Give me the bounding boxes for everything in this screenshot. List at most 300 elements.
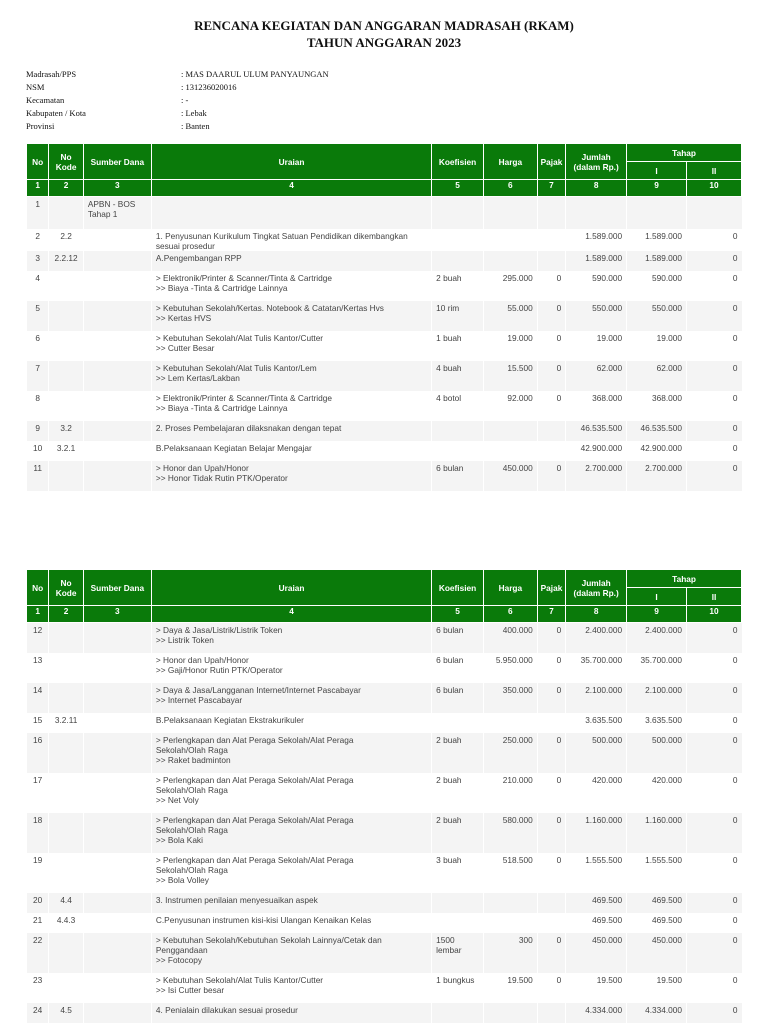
cell-uraian: [151, 197, 431, 229]
cell-harga: 518.500: [483, 853, 537, 893]
cell-no: 20: [27, 893, 49, 913]
cell-no: 4: [27, 271, 49, 301]
col-number: 5: [432, 180, 484, 197]
cell-tahap-2: 0: [687, 361, 742, 391]
cell-harga: 400.000: [483, 623, 537, 653]
cell-pajak: [537, 713, 565, 733]
cell-jumlah: 1.589.000: [566, 229, 627, 251]
col-number: 10: [687, 180, 742, 197]
cell-no: 3: [27, 251, 49, 271]
cell-uraian: A.Pengembangan RPP: [151, 251, 431, 271]
cell-jumlah: 2.400.000: [566, 623, 627, 653]
cell-no: 24: [27, 1003, 49, 1023]
cell-harga: 210.000: [483, 773, 537, 813]
info-label: Provinsi: [26, 121, 55, 131]
cell-sumber: [83, 813, 151, 853]
cell-uraian: > Perlengkapan dan Alat Peraga Sekolah/Alat Peraga Sekolah/Olah Raga >> Bola Volley: [151, 853, 431, 893]
col-header-uraian: Uraian: [151, 144, 431, 180]
cell-sumber: [83, 683, 151, 713]
cell-tahap-1: 1.589.000: [627, 229, 687, 251]
cell-tahap-1: 2.400.000: [627, 623, 687, 653]
info-row: [26, 68, 329, 81]
cell-pajak: 0: [537, 391, 565, 421]
cell-kode: [49, 733, 84, 773]
info-value: : Lebak: [181, 108, 207, 118]
cell-tahap-1: [627, 197, 687, 229]
cell-sumber: [83, 653, 151, 683]
cell-pajak: [537, 441, 565, 461]
cell-sumber: [83, 893, 151, 913]
col-number: 6: [483, 180, 537, 197]
col-number: 6: [483, 606, 537, 623]
cell-sumber: [83, 733, 151, 773]
cell-koefisien: 1500 lembar: [432, 933, 484, 973]
cell-harga: [483, 251, 537, 271]
cell-sumber: [83, 853, 151, 893]
cell-jumlah: 4.334.000: [566, 1003, 627, 1023]
cell-koefisien: 2 buah: [432, 773, 484, 813]
cell-kode: 3.2.11: [49, 713, 84, 733]
cell-kode: [49, 773, 84, 813]
cell-no: 23: [27, 973, 49, 1003]
col-number: 8: [566, 606, 627, 623]
cell-tahap-1: 2.100.000: [627, 683, 687, 713]
cell-uraian: 4. Penialain dilakukan sesuai prosedur: [151, 1003, 431, 1023]
table-row: [27, 441, 742, 461]
cell-tahap-1: 368.000: [627, 391, 687, 421]
col-header-sumber: Sumber Dana: [83, 570, 151, 606]
cell-pajak: [537, 229, 565, 251]
cell-tahap-1: 469.500: [627, 913, 687, 933]
cell-koefisien: [432, 251, 484, 271]
info-value: : Banten: [181, 121, 210, 131]
cell-kode: [49, 301, 84, 331]
info-row: [26, 107, 329, 120]
cell-kode: [49, 933, 84, 973]
col-header-pajak: Pajak: [537, 144, 565, 180]
cell-tahap-1: 1.555.500: [627, 853, 687, 893]
cell-tahap-2: 0: [687, 1003, 742, 1023]
cell-sumber: [83, 301, 151, 331]
cell-no: 12: [27, 623, 49, 653]
table-row: [27, 391, 742, 421]
cell-harga: 55.000: [483, 301, 537, 331]
cell-sumber: [83, 1003, 151, 1023]
cell-sumber: [83, 913, 151, 933]
cell-tahap-2: 0: [687, 301, 742, 331]
cell-harga: 300: [483, 933, 537, 973]
cell-no: 21: [27, 913, 49, 933]
col-number: 9: [627, 606, 687, 623]
cell-uraian: > Elektronik/Printer & Scanner/Tinta & Cartridge >> Biaya -Tinta & Cartridge Lainnya: [151, 271, 431, 301]
cell-tahap-1: 500.000: [627, 733, 687, 773]
col-header-sumber: Sumber Dana: [83, 144, 151, 180]
cell-sumber: [83, 623, 151, 653]
cell-koefisien: [432, 1003, 484, 1023]
cell-pajak: 0: [537, 933, 565, 973]
table-row: [27, 893, 742, 913]
cell-jumlah: 19.500: [566, 973, 627, 1003]
info-label: Kabupaten / Kota: [26, 108, 86, 118]
cell-no: 8: [27, 391, 49, 421]
col-header-tahap-2: II: [687, 588, 742, 606]
col-number: 5: [432, 606, 484, 623]
cell-harga: 350.000: [483, 683, 537, 713]
col-header-harga: Harga: [483, 144, 537, 180]
cell-koefisien: [432, 197, 484, 229]
table-row: [27, 421, 742, 441]
table-row: [27, 461, 742, 491]
cell-tahap-2: 0: [687, 331, 742, 361]
cell-tahap-1: 62.000: [627, 361, 687, 391]
rkam-table-1: [26, 143, 742, 491]
col-number: 1: [27, 606, 49, 623]
cell-harga: 450.000: [483, 461, 537, 491]
cell-tahap-2: 0: [687, 623, 742, 653]
info-label: Kecamatan: [26, 95, 65, 105]
cell-harga: 250.000: [483, 733, 537, 773]
cell-kode: [49, 853, 84, 893]
cell-no: 6: [27, 331, 49, 361]
cell-jumlah: 590.000: [566, 271, 627, 301]
col-header-uraian: Uraian: [151, 570, 431, 606]
cell-koefisien: 4 botol: [432, 391, 484, 421]
rkam-table-2: [26, 569, 742, 1023]
cell-uraian: 3. Instrumen penilaian menyesuaikan aspek: [151, 893, 431, 913]
table-row: [27, 331, 742, 361]
col-number: 9: [627, 180, 687, 197]
cell-uraian: > Kebutuhan Sekolah/Kebutuhan Sekolah Lainnya/Cetak dan Penggandaan >> Fotocopy: [151, 933, 431, 973]
cell-harga: [483, 713, 537, 733]
cell-jumlah: 469.500: [566, 913, 627, 933]
school-info: [26, 68, 329, 133]
cell-jumlah: [566, 197, 627, 229]
info-label: NSM: [26, 82, 45, 92]
col-header-tahap-1: I: [627, 588, 687, 606]
cell-tahap-2: 0: [687, 813, 742, 853]
cell-jumlah: 3.635.500: [566, 713, 627, 733]
cell-uraian: > Perlengkapan dan Alat Peraga Sekolah/Alat Peraga Sekolah/Olah Raga >> Bola Kaki: [151, 813, 431, 853]
cell-harga: [483, 1003, 537, 1023]
cell-koefisien: 6 bulan: [432, 623, 484, 653]
cell-kode: [49, 461, 84, 491]
cell-uraian: > Kebutuhan Sekolah/Kertas. Notebook & Catatan/Kertas Hvs >> Kertas HVS: [151, 301, 431, 331]
cell-harga: 5.950.000: [483, 653, 537, 683]
cell-uraian: > Daya & Jasa/Langganan Internet/Internet Pascabayar >> Internet Pascabayar: [151, 683, 431, 713]
cell-tahap-2: 0: [687, 893, 742, 913]
cell-no: 7: [27, 361, 49, 391]
cell-tahap-2: 0: [687, 713, 742, 733]
cell-no: 17: [27, 773, 49, 813]
cell-pajak: 0: [537, 331, 565, 361]
cell-tahap-2: 0: [687, 441, 742, 461]
cell-kode: [49, 331, 84, 361]
cell-harga: 15.500: [483, 361, 537, 391]
cell-uraian: > Elektronik/Printer & Scanner/Tinta & Cartridge >> Biaya -Tinta & Cartridge Lainnya: [151, 391, 431, 421]
cell-uraian: > Kebutuhan Sekolah/Alat Tulis Kantor/Lem >> Lem Kertas/Lakban: [151, 361, 431, 391]
table-row: [27, 251, 742, 271]
col-header-koefisien: Koefisien: [432, 144, 484, 180]
cell-kode: [49, 813, 84, 853]
cell-kode: [49, 271, 84, 301]
cell-pajak: 0: [537, 361, 565, 391]
cell-no: 2: [27, 229, 49, 251]
cell-koefisien: [432, 893, 484, 913]
cell-pajak: 0: [537, 733, 565, 773]
col-number: 7: [537, 606, 565, 623]
cell-uraian: B.Pelaksanaan Kegiatan Belajar Mengajar: [151, 441, 431, 461]
info-value: : MAS DAARUL ULUM PANYAUNGAN: [181, 69, 329, 79]
cell-tahap-1: 1.589.000: [627, 251, 687, 271]
cell-uraian: > Kebutuhan Sekolah/Alat Tulis Kantor/Cutter >> Cutter Besar: [151, 331, 431, 361]
cell-tahap-2: 0: [687, 733, 742, 773]
cell-sumber: [83, 441, 151, 461]
cell-harga: 19.000: [483, 331, 537, 361]
cell-pajak: 0: [537, 813, 565, 853]
col-number: 1: [27, 180, 49, 197]
cell-tahap-2: 0: [687, 271, 742, 301]
info-value: : -: [181, 95, 189, 105]
cell-pajak: 0: [537, 973, 565, 1003]
cell-koefisien: [432, 441, 484, 461]
cell-kode: [49, 973, 84, 1003]
cell-uraian: 2. Proses Pembelajaran dilaksnakan dengan tepat: [151, 421, 431, 441]
cell-koefisien: 2 buah: [432, 271, 484, 301]
cell-pajak: 0: [537, 853, 565, 893]
cell-uraian: > Honor dan Upah/Honor >> Honor Tidak Rutin PTK/Operator: [151, 461, 431, 491]
cell-tahap-1: 469.500: [627, 893, 687, 913]
cell-uraian: > Honor dan Upah/Honor >> Gaji/Honor Rutin PTK/Operator: [151, 653, 431, 683]
cell-pajak: [537, 197, 565, 229]
cell-tahap-2: 0: [687, 973, 742, 1003]
col-header-tahap-1: I: [627, 162, 687, 180]
cell-pajak: [537, 421, 565, 441]
col-number: 7: [537, 180, 565, 197]
cell-koefisien: [432, 421, 484, 441]
cell-sumber: [83, 773, 151, 813]
cell-tahap-1: 1.160.000: [627, 813, 687, 853]
cell-tahap-2: 0: [687, 653, 742, 683]
cell-koefisien: 6 bulan: [432, 683, 484, 713]
cell-no: 16: [27, 733, 49, 773]
col-number: 4: [151, 180, 431, 197]
cell-jumlah: 420.000: [566, 773, 627, 813]
cell-harga: [483, 913, 537, 933]
cell-jumlah: 62.000: [566, 361, 627, 391]
cell-koefisien: [432, 229, 484, 251]
cell-tahap-2: 0: [687, 853, 742, 893]
cell-pajak: 0: [537, 271, 565, 301]
cell-kode: [49, 683, 84, 713]
cell-koefisien: 2 buah: [432, 813, 484, 853]
cell-kode: 3.2.1: [49, 441, 84, 461]
cell-sumber: [83, 251, 151, 271]
cell-jumlah: 1.160.000: [566, 813, 627, 853]
cell-sumber: [83, 461, 151, 491]
cell-kode: 3.2: [49, 421, 84, 441]
table-row: [27, 197, 742, 229]
cell-kode: 4.4.3: [49, 913, 84, 933]
col-header-jumlah: Jumlah (dalam Rp.): [566, 570, 627, 606]
table-row: [27, 301, 742, 331]
cell-kode: 2.2: [49, 229, 84, 251]
cell-no: 18: [27, 813, 49, 853]
cell-no: 19: [27, 853, 49, 893]
cell-uraian: > Daya & Jasa/Listrik/Listrik Token >> Listrik Token: [151, 623, 431, 653]
cell-koefisien: 1 bungkus: [432, 973, 484, 1003]
cell-tahap-1: 35.700.000: [627, 653, 687, 683]
cell-uraian: B.Pelaksanaan Kegiatan Ekstrakurikuler: [151, 713, 431, 733]
cell-kode: 4.5: [49, 1003, 84, 1023]
table-row: [27, 913, 742, 933]
cell-tahap-1: 46.535.500: [627, 421, 687, 441]
table-row: [27, 1003, 742, 1023]
col-header-jumlah: Jumlah (dalam Rp.): [566, 144, 627, 180]
cell-pajak: 0: [537, 683, 565, 713]
cell-kode: [49, 391, 84, 421]
col-header-no: No: [27, 570, 49, 606]
cell-tahap-1: 3.635.500: [627, 713, 687, 733]
cell-jumlah: 35.700.000: [566, 653, 627, 683]
table-row: [27, 229, 742, 251]
table-row: [27, 653, 742, 683]
col-number: 2: [49, 180, 84, 197]
cell-tahap-1: 19.500: [627, 973, 687, 1003]
cell-sumber: APBN - BOS Tahap 1: [83, 197, 151, 229]
info-row: [26, 120, 329, 133]
cell-jumlah: 19.000: [566, 331, 627, 361]
cell-no: 5: [27, 301, 49, 331]
col-number: 4: [151, 606, 431, 623]
cell-tahap-1: 590.000: [627, 271, 687, 301]
cell-sumber: [83, 229, 151, 251]
col-header-tahap: Tahap: [627, 570, 742, 588]
cell-koefisien: 6 bulan: [432, 653, 484, 683]
document-title: RENCANA KEGIATAN DAN ANGGARAN MADRASAH (RKAM): [194, 18, 574, 33]
cell-jumlah: 368.000: [566, 391, 627, 421]
cell-harga: [483, 893, 537, 913]
table-row: [27, 853, 742, 893]
cell-kode: 2.2.12: [49, 251, 84, 271]
col-header-pajak: Pajak: [537, 570, 565, 606]
cell-no: 14: [27, 683, 49, 713]
cell-jumlah: 550.000: [566, 301, 627, 331]
cell-harga: [483, 441, 537, 461]
cell-sumber: [83, 421, 151, 441]
cell-harga: [483, 197, 537, 229]
table-row: [27, 813, 742, 853]
cell-pajak: 0: [537, 623, 565, 653]
cell-pajak: [537, 1003, 565, 1023]
cell-uraian: > Perlengkapan dan Alat Peraga Sekolah/Alat Peraga Sekolah/Olah Raga >> Net Voly: [151, 773, 431, 813]
cell-pajak: [537, 893, 565, 913]
cell-tahap-2: 0: [687, 773, 742, 813]
col-header-tahap-2: II: [687, 162, 742, 180]
cell-no: 13: [27, 653, 49, 683]
col-header-koefisien: Koefisien: [432, 570, 484, 606]
cell-koefisien: 1 buah: [432, 331, 484, 361]
table-row: [27, 733, 742, 773]
cell-uraian: > Perlengkapan dan Alat Peraga Sekolah/Alat Peraga Sekolah/Olah Raga >> Raket badminton: [151, 733, 431, 773]
table-row: [27, 623, 742, 653]
cell-koefisien: [432, 913, 484, 933]
cell-pajak: [537, 913, 565, 933]
cell-koefisien: 4 buah: [432, 361, 484, 391]
cell-tahap-2: 0: [687, 933, 742, 973]
cell-jumlah: 1.589.000: [566, 251, 627, 271]
cell-koefisien: 6 bulan: [432, 461, 484, 491]
cell-kode: [49, 653, 84, 683]
cell-sumber: [83, 271, 151, 301]
cell-no: 10: [27, 441, 49, 461]
cell-jumlah: 500.000: [566, 733, 627, 773]
cell-jumlah: 1.555.500: [566, 853, 627, 893]
table-row: [27, 973, 742, 1003]
col-header-harga: Harga: [483, 570, 537, 606]
cell-tahap-2: 0: [687, 913, 742, 933]
cell-kode: 4.4: [49, 893, 84, 913]
cell-no: 11: [27, 461, 49, 491]
cell-sumber: [83, 973, 151, 1003]
cell-sumber: [83, 331, 151, 361]
cell-tahap-1: 2.700.000: [627, 461, 687, 491]
cell-pajak: 0: [537, 301, 565, 331]
col-header-tahap: Tahap: [627, 144, 742, 162]
cell-tahap-2: 0: [687, 421, 742, 441]
cell-jumlah: 469.500: [566, 893, 627, 913]
cell-harga: 295.000: [483, 271, 537, 301]
cell-kode: [49, 197, 84, 229]
cell-kode: [49, 623, 84, 653]
cell-tahap-2: 0: [687, 461, 742, 491]
col-number: 2: [49, 606, 84, 623]
cell-koefisien: 2 buah: [432, 733, 484, 773]
cell-tahap-2: 0: [687, 229, 742, 251]
cell-tahap-2: 0: [687, 391, 742, 421]
cell-harga: 92.000: [483, 391, 537, 421]
cell-kode: [49, 361, 84, 391]
table-row: [27, 713, 742, 733]
cell-no: 22: [27, 933, 49, 973]
cell-uraian: 1. Penyusunan Kurikulum Tingkat Satuan Pendidikan dikembangkan sesuai prosedur: [151, 229, 431, 251]
table-row: [27, 361, 742, 391]
cell-pajak: 0: [537, 653, 565, 683]
cell-tahap-2: 0: [687, 683, 742, 713]
col-header-no: No: [27, 144, 49, 180]
cell-tahap-1: 420.000: [627, 773, 687, 813]
cell-harga: [483, 229, 537, 251]
cell-no: 15: [27, 713, 49, 733]
info-row: [26, 94, 329, 107]
cell-sumber: [83, 713, 151, 733]
cell-tahap-1: 550.000: [627, 301, 687, 331]
cell-jumlah: 2.100.000: [566, 683, 627, 713]
cell-sumber: [83, 361, 151, 391]
col-header-kode: No Kode: [49, 570, 84, 606]
cell-jumlah: 46.535.500: [566, 421, 627, 441]
cell-sumber: [83, 933, 151, 973]
cell-tahap-1: 19.000: [627, 331, 687, 361]
cell-tahap-1: 42.900.000: [627, 441, 687, 461]
cell-pajak: 0: [537, 461, 565, 491]
cell-tahap-1: 4.334.000: [627, 1003, 687, 1023]
cell-pajak: 0: [537, 773, 565, 813]
table-row: [27, 773, 742, 813]
cell-koefisien: 10 rim: [432, 301, 484, 331]
cell-no: 9: [27, 421, 49, 441]
info-value: : 131236020016: [181, 82, 237, 92]
col-number: 10: [687, 606, 742, 623]
